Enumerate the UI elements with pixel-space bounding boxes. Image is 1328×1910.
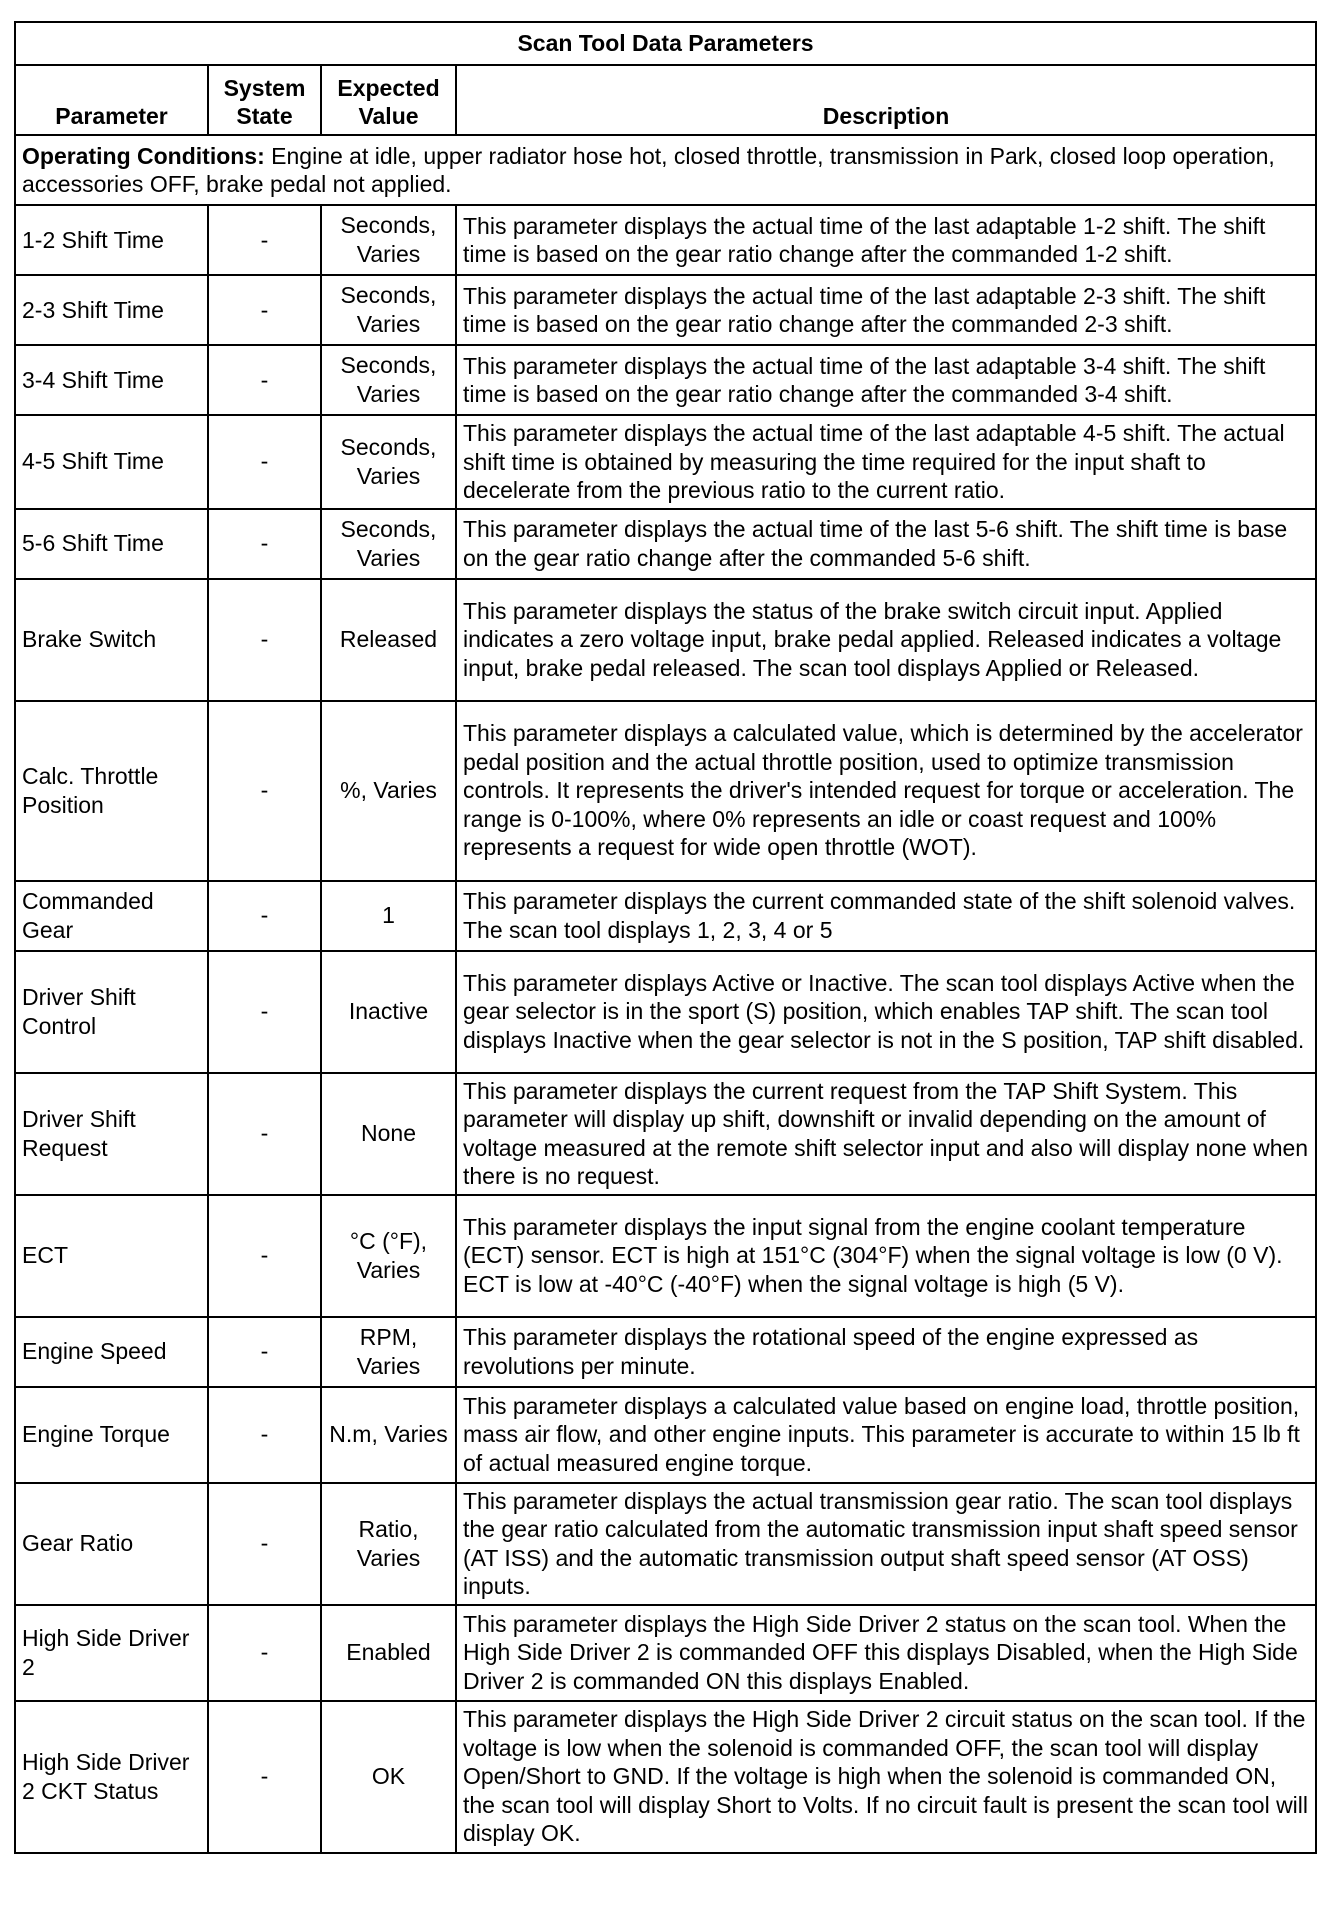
system-state-cell: - — [208, 881, 321, 951]
system-state-cell: - — [208, 1195, 321, 1317]
description-cell: This parameter displays the actual time of the last adaptable 2-3 shift. The shift time is based on the gear ratio change after the commanded 2-3 shift. — [456, 275, 1316, 345]
table-title: Scan Tool Data Parameters — [15, 22, 1316, 65]
parameter-cell: Driver Shift Request — [15, 1073, 208, 1195]
table-row — [15, 1387, 1316, 1483]
system-state-cell: - — [208, 1701, 321, 1853]
operating-conditions — [15, 135, 1316, 205]
description-cell: This parameter displays a calculated value, which is determined by the accelerator pedal position and the actual throttle position, used to optimize transmission controls. It represents the driver's intended request for torque or acceleration. The range is 0-100%, where 0% represents an idle or coast request and 100% represents a request for wide open throttle (WOT). — [456, 701, 1316, 881]
parameter-cell: Calc. Throttle Position — [15, 701, 208, 881]
description-cell: This parameter displays the actual time of the last 5-6 shift. The shift time is base on the gear ratio change after the commanded 5-6 shift. — [456, 509, 1316, 579]
expected-value-cell: None — [321, 1073, 456, 1195]
table-row — [15, 1605, 1316, 1701]
description-cell: This parameter displays Active or Inactive. The scan tool displays Active when the gear selector is in the sport (S) position, which enables TAP shift. The scan tool displays Inactive when the gear selector is not in the S position, TAP shift disabled. — [456, 951, 1316, 1073]
parameter-cell: High Side Driver 2 — [15, 1605, 208, 1701]
expected-value-cell: Released — [321, 579, 456, 701]
description-cell: This parameter displays a calculated value based on engine load, throttle position, mass air flow, and other engine inputs. This parameter is accurate to within 15 lb ft of actual measured engine torque. — [456, 1387, 1316, 1483]
expected-value-cell: N.m, Varies — [321, 1387, 456, 1483]
description-cell: This parameter displays the current commanded state of the shift solenoid valves. The scan tool displays 1, 2, 3, 4 or 5 — [456, 881, 1316, 951]
parameter-cell: Brake Switch — [15, 579, 208, 701]
parameter-cell: Gear Ratio — [15, 1483, 208, 1605]
table-row — [15, 951, 1316, 1073]
system-state-cell: - — [208, 1483, 321, 1605]
system-state-cell: - — [208, 205, 321, 275]
system-state-cell: - — [208, 1317, 321, 1387]
expected-value-cell: OK — [321, 1701, 456, 1853]
table-row — [15, 1483, 1316, 1605]
system-state-cell: - — [208, 579, 321, 701]
description-cell: This parameter displays the input signal from the engine coolant temperature (ECT) sensor. ECT is high at 151°C (304°F) when the signal voltage is low (0 V). ECT is low at -40°C (-40°F) when the signal voltage is high (5 V). — [456, 1195, 1316, 1317]
expected-value-cell: Inactive — [321, 951, 456, 1073]
operating-conditions-text: Engine at idle, upper radiator hose hot, closed throttle, transmission in Park, closed loop operation, accessories OFF, brake pedal not applied. — [22, 143, 1275, 197]
header-system-state: System State — [208, 65, 321, 135]
expected-value-cell: °C (°F), Varies — [321, 1195, 456, 1317]
table-row — [15, 275, 1316, 345]
expected-value-cell: %, Varies — [321, 701, 456, 881]
header-description: Description — [456, 65, 1316, 135]
description-cell: This parameter displays the High Side Driver 2 circuit status on the scan tool. If the voltage is low when the solenoid is commanded OFF, the scan tool will display Open/Short to GND. If the voltage is high when the solenoid is commanded ON, the scan tool will display Short to Volts. If no circuit fault is present the scan tool will display OK. — [456, 1701, 1316, 1853]
table-row — [15, 345, 1316, 415]
description-cell: This parameter displays the actual time of the last adaptable 1-2 shift. The shift time is based on the gear ratio change after the commanded 1-2 shift. — [456, 205, 1316, 275]
table-row — [15, 1701, 1316, 1853]
table-row — [15, 881, 1316, 951]
document-sheet — [14, 21, 1315, 1854]
system-state-cell: - — [208, 1387, 321, 1483]
parameter-cell: 4-5 Shift Time — [15, 415, 208, 509]
table-row — [15, 1073, 1316, 1195]
expected-value-cell: Seconds, Varies — [321, 509, 456, 579]
parameter-cell: Engine Speed — [15, 1317, 208, 1387]
table-row — [15, 1195, 1316, 1317]
header-expected-value: Expected Value — [321, 65, 456, 135]
table-row — [15, 509, 1316, 579]
parameter-cell: Commanded Gear — [15, 881, 208, 951]
description-cell: This parameter displays the actual transmission gear ratio. The scan tool displays the gear ratio calculated from the automatic transmission input shaft speed sensor (AT ISS) and the automatic transmission output shaft speed sensor (AT OSS) inputs. — [456, 1483, 1316, 1605]
expected-value-cell: RPM, Varies — [321, 1317, 456, 1387]
table-row — [15, 205, 1316, 275]
parameter-cell: 2-3 Shift Time — [15, 275, 208, 345]
expected-value-cell: Seconds, Varies — [321, 415, 456, 509]
parameter-cell: Driver Shift Control — [15, 951, 208, 1073]
expected-value-cell: 1 — [321, 881, 456, 951]
description-cell: This parameter displays the actual time of the last adaptable 3-4 shift. The shift time is based on the gear ratio change after the commanded 3-4 shift. — [456, 345, 1316, 415]
system-state-cell: - — [208, 275, 321, 345]
system-state-cell: - — [208, 345, 321, 415]
system-state-cell: - — [208, 415, 321, 509]
description-cell: This parameter displays the rotational speed of the engine expressed as revolutions per minute. — [456, 1317, 1316, 1387]
table-row — [15, 579, 1316, 701]
parameter-cell: High Side Driver 2 CKT Status — [15, 1701, 208, 1853]
table-row — [15, 1317, 1316, 1387]
operating-conditions-label: Operating Conditions: — [22, 143, 265, 169]
parameter-cell: Engine Torque — [15, 1387, 208, 1483]
system-state-cell: - — [208, 951, 321, 1073]
description-cell: This parameter displays the High Side Driver 2 status on the scan tool. When the High Side Driver 2 is commanded OFF this displays Disabled, when the High Side Driver 2 is commanded ON this displays Enabled. — [456, 1605, 1316, 1701]
expected-value-cell: Enabled — [321, 1605, 456, 1701]
expected-value-cell: Seconds, Varies — [321, 345, 456, 415]
header-parameter: Parameter — [15, 65, 208, 135]
parameter-cell: ECT — [15, 1195, 208, 1317]
expected-value-cell: Seconds, Varies — [321, 205, 456, 275]
system-state-cell: - — [208, 701, 321, 881]
description-cell: This parameter displays the actual time of the last adaptable 4-5 shift. The actual shift time is obtained by measuring the time required for the input shaft to decelerate from the previous ratio to the current ratio. — [456, 415, 1316, 509]
parameter-cell: 5-6 Shift Time — [15, 509, 208, 579]
parameter-cell: 3-4 Shift Time — [15, 345, 208, 415]
system-state-cell: - — [208, 1605, 321, 1701]
expected-value-cell: Ratio, Varies — [321, 1483, 456, 1605]
expected-value-cell: Seconds, Varies — [321, 275, 456, 345]
table-header-row — [15, 65, 1316, 135]
system-state-cell: - — [208, 509, 321, 579]
description-cell: This parameter displays the status of the brake switch circuit input. Applied indicates a zero voltage input, brake pedal applied. Released indicates a voltage input, brake pedal released. The scan tool displays Applied or Released. — [456, 579, 1316, 701]
description-cell: This parameter displays the current request from the TAP Shift System. This parameter will display up shift, downshift or invalid depending on the amount of voltage measured at the remote shift selector input and also will display none when there is no request. — [456, 1073, 1316, 1195]
table-row — [15, 415, 1316, 509]
parameter-cell: 1-2 Shift Time — [15, 205, 208, 275]
table-title-row — [15, 22, 1316, 65]
system-state-cell: - — [208, 1073, 321, 1195]
table-row — [15, 701, 1316, 881]
scan-tool-data-table — [14, 21, 1317, 1854]
operating-conditions-row — [15, 135, 1316, 205]
